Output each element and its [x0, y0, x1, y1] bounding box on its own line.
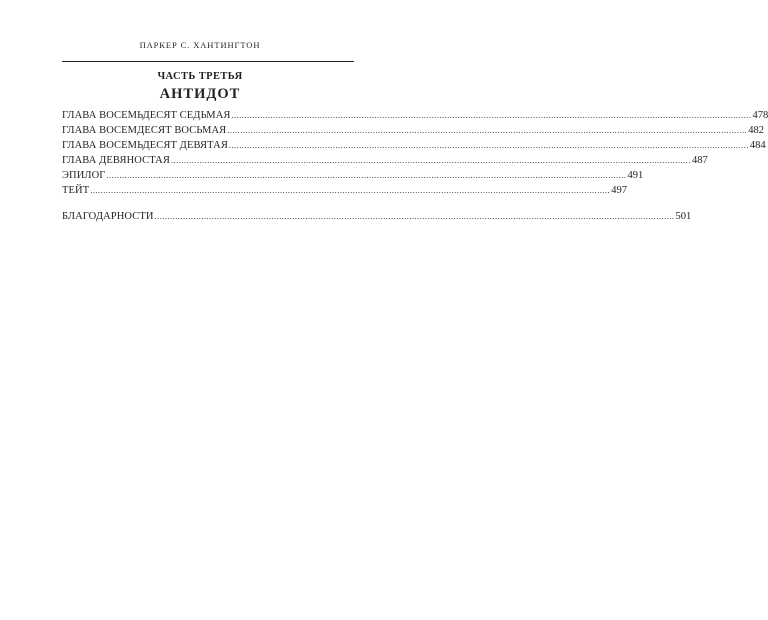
- toc-entry[interactable]: [62, 183, 627, 198]
- toc-entry-title: ГЛАВА ДЕВЯНОСТАЯ: [62, 155, 170, 166]
- toc-entry-page: 482: [748, 125, 765, 136]
- toc-entry-page: 501: [675, 211, 692, 222]
- toc-entry-title: ЭПИЛОГ: [62, 170, 106, 181]
- toc-entry-title: ГЛАВА ВОСЕМДЕСЯТ ВОСЬМАЯ: [62, 125, 227, 136]
- toc-entry-page: 497: [611, 185, 627, 196]
- running-head: ПАРКЕР С. ХАНТИНГТОН: [139, 40, 261, 50]
- toc-entry[interactable]: [62, 138, 766, 153]
- toc-entry[interactable]: [62, 168, 644, 183]
- toc-entry-page: 487: [691, 155, 708, 166]
- toc-entry-title: БЛАГОДАРНОСТИ: [62, 211, 154, 222]
- toc-entry-title: ТЕЙТ: [62, 185, 90, 196]
- toc-entry-title: ГЛАВА ВОСЕМЬДЕСЯТ СЕДЬМАЯ: [62, 110, 231, 121]
- dot-leader: ........................................................................................................................................................................................................: [231, 111, 752, 120]
- toc-entry-title: ГЛАВА ВОСЕМЬДЕСЯТ ДЕВЯТАЯ: [62, 140, 228, 151]
- header-rule: [62, 61, 354, 62]
- dot-leader: ........................................................................................................................................................................................................: [228, 141, 749, 150]
- part-label: ЧАСТЬ ТРЕТЬЯ: [157, 71, 243, 82]
- dot-leader: ........................................................................................................................................................................................................: [90, 186, 611, 195]
- toc-entry-page: 491: [627, 170, 644, 181]
- dot-leader: ........................................................................................................................................................................................................: [154, 212, 675, 221]
- toc-entry[interactable]: [62, 123, 765, 138]
- toc-entry-page: 484: [749, 140, 766, 151]
- toc-entry[interactable]: [62, 153, 708, 168]
- part-title: АНТИДОТ: [159, 86, 241, 102]
- dot-leader: ........................................................................................................................................................................................................: [227, 126, 748, 135]
- dot-leader: ........................................................................................................................................................................................................: [170, 156, 691, 165]
- table-of-contents: [62, 108, 768, 198]
- toc-entry[interactable]: [62, 209, 692, 224]
- dot-leader: ........................................................................................................................................................................................................: [106, 171, 627, 180]
- back-matter-contents: [62, 209, 692, 224]
- toc-entry-page: 478: [752, 110, 768, 121]
- toc-entry[interactable]: [62, 108, 768, 123]
